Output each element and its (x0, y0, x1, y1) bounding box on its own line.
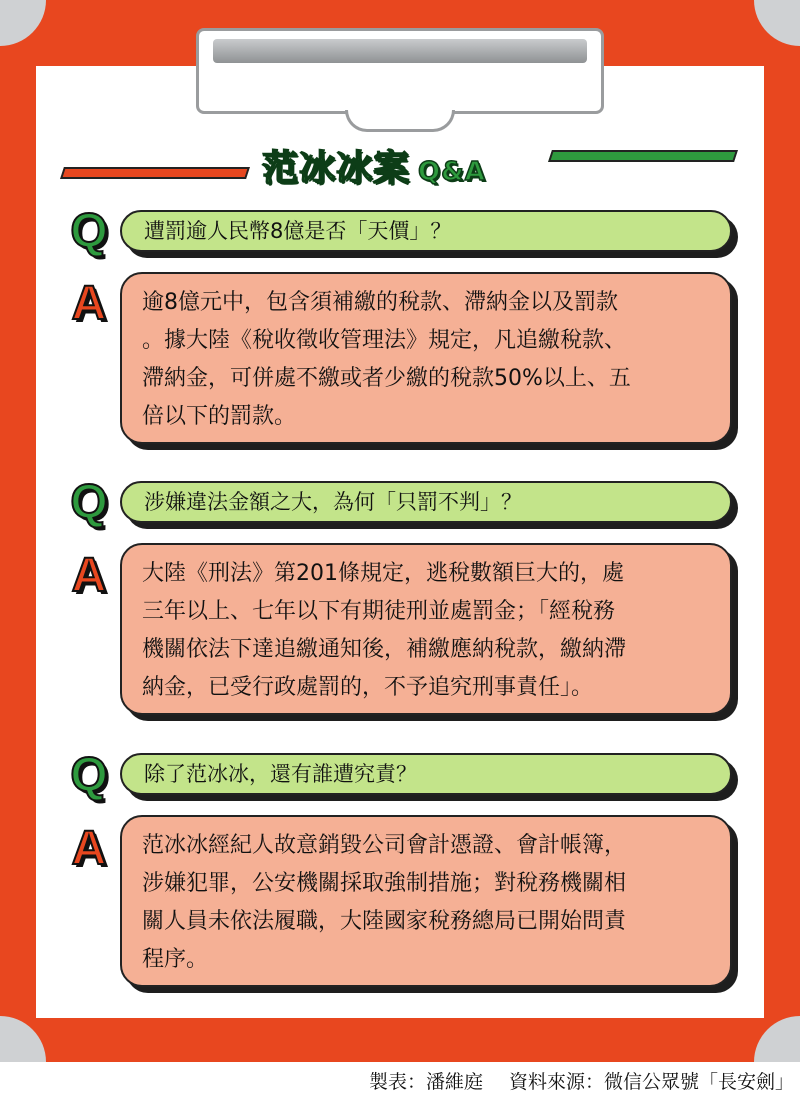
answer-1-line-1: 逾8億元中，包含須補繳的稅款、滯納金以及罰款 (142, 290, 618, 315)
answer-1-line-2: 。據大陸《稅收徵收管理法》規定，凡追繳稅款、 (142, 328, 627, 353)
answer-3-line-4: 程序。 (142, 947, 209, 972)
question-1: 遭罰逾人民幣8億是否「天價」？ (120, 210, 732, 252)
answer-2-line-1: 大陸《刑法》第201條規定，逃稅數額巨大的，處 (142, 561, 624, 586)
a-badge-2: A (71, 549, 107, 602)
question-3: 除了范冰冰，還有誰遭究責？ (120, 753, 732, 795)
q-badge-1: Q (70, 205, 108, 258)
credit-maker: 製表：潘維庭 (368, 1071, 483, 1093)
a-badge-3: A (71, 822, 107, 875)
answer-2-line-4: 納金，已受行政處罰的，不予追究刑事責任」。 (142, 675, 594, 700)
clip-notch (345, 110, 455, 132)
corner-top-right (754, 0, 800, 46)
title-row (62, 140, 742, 189)
answer-3 (120, 815, 732, 987)
answer-2-line-2: 三年以上、七年以下有期徒刑並處罰金；「經稅務 (142, 599, 616, 624)
answer-3-line-2: 涉嫌犯罪，公安機關採取強制措施；對稅務機關相 (142, 871, 627, 896)
title-suffix: Q&A (418, 157, 486, 187)
answer-2-line-3: 機關依法下達追繳通知後，補繳應納稅款，繳納滯 (142, 637, 627, 662)
clip-bar (213, 39, 587, 63)
answer-3-line-3: 關人員未依法履職，大陸國家稅務總局已開始問責 (142, 909, 627, 934)
title-rule-left (60, 167, 250, 179)
title-text: 范冰冰案 (262, 148, 411, 189)
answer-1-line-4: 倍以下的罰款。 (142, 404, 297, 429)
answer-3-line-1: 范冰冰經紀人故意銷毀公司會計憑證、會計帳簿， (142, 833, 627, 858)
q-badge-3: Q (70, 749, 108, 802)
answer-2 (120, 543, 732, 715)
corner-top-left (0, 0, 46, 46)
corner-bottom-left (0, 1016, 46, 1062)
page-title (262, 140, 486, 189)
answer-1 (120, 272, 732, 444)
question-2: 涉嫌違法金額之大，為何「只罰不判」？ (120, 481, 732, 523)
title-rule-right (548, 150, 738, 162)
answer-1-line-3: 滯納金，可併處不繳或者少繳的稅款50%以上、五 (142, 366, 631, 391)
credit-source: 資料來源：微信公眾號「長安劍」 (508, 1071, 794, 1093)
a-badge-1: A (71, 277, 107, 330)
clipboard-clip (196, 28, 604, 114)
q-badge-2: Q (70, 476, 108, 529)
credit-line (369, 1067, 794, 1094)
corner-bottom-right (754, 1016, 800, 1062)
